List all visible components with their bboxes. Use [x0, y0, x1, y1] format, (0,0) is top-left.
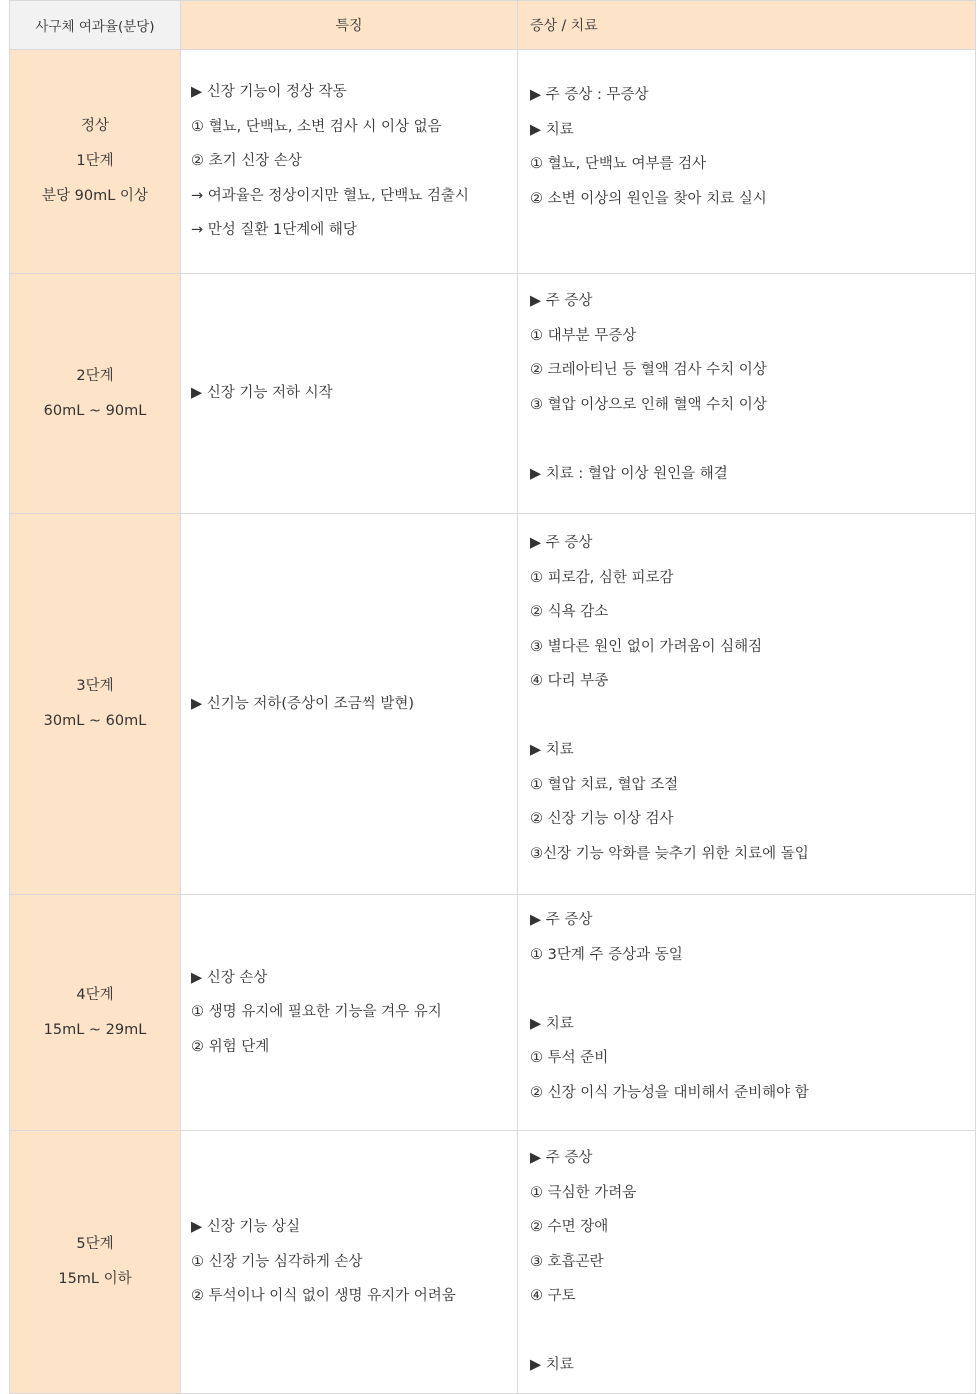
symptom-line: ② 소변 이상의 원인을 찾아 치료 실시 — [530, 190, 767, 207]
symptom-line: ① 투석 준비 — [530, 1050, 609, 1066]
stage-cell — [10, 514, 181, 895]
features-cell — [181, 50, 518, 274]
symptom-line: ▶ 주 증상 — [530, 535, 593, 551]
symptom-line: ▶ 주 증상 : 무증상 — [530, 87, 649, 103]
stage-cell — [10, 895, 181, 1131]
spacer — [530, 972, 975, 1007]
features-cell — [181, 1131, 518, 1394]
stage-cell — [10, 274, 181, 514]
table-row — [10, 895, 976, 1131]
feature-line: ② 투석이나 이식 없이 생명 유지가 어려움 — [191, 1288, 456, 1305]
table-row — [10, 274, 976, 514]
header-row — [10, 1, 976, 50]
symptom-line: ③신장 기능 악화를 늦추기 위한 치료에 돌입 — [530, 845, 809, 862]
symptom-line: ▶ 주 증상 — [530, 1150, 593, 1166]
stage-line: 분당 90mL 이상 — [42, 188, 148, 204]
spacer — [530, 422, 975, 457]
symptoms-cell — [518, 50, 976, 274]
symptoms-cell — [518, 1131, 976, 1394]
table-row — [10, 1131, 976, 1394]
stage-line: 4단계 — [76, 986, 114, 1003]
header-symptoms: 증상 / 치료 — [518, 1, 976, 50]
symptom-line: ③ 별다른 원인 없이 가려움이 심해짐 — [530, 638, 763, 655]
symptom-line: ▶ 치료 : 혈압 이상 원인을 해결 — [530, 465, 728, 482]
symptom-line: ② 크레아티닌 등 혈액 검사 수치 이상 — [530, 362, 767, 378]
stage-line: 60mL ~ 90mL — [43, 402, 147, 419]
symptom-line: ▶ 주 증상 — [530, 912, 593, 928]
symptoms-cell — [518, 274, 976, 514]
symptom-line: ② 식욕 감소 — [530, 604, 609, 620]
stage-line: 15mL ~ 29mL — [43, 1021, 147, 1038]
ckd-stage-table — [9, 0, 976, 1394]
feature-line: ② 위험 단계 — [191, 1038, 270, 1055]
symptom-line: ③ 혈압 이상으로 인해 혈액 수치 이상 — [530, 396, 767, 413]
symptom-line: ▶ 치료 — [530, 121, 574, 138]
symptom-line: ② 신장 기능 이상 검사 — [530, 811, 674, 827]
feature-line: ② 초기 신장 손상 — [191, 153, 302, 170]
stage-cell — [10, 1131, 181, 1394]
symptom-line: ▶ 치료 — [530, 1015, 574, 1032]
symptom-line: ① 피로감, 심한 피로감 — [530, 569, 674, 586]
symptom-line: ② 신장 이식 가능성을 대비해서 준비해야 함 — [530, 1084, 809, 1101]
symptom-line: ▶ 주 증상 — [530, 293, 593, 309]
feature-line: ▶ 신장 손상 — [191, 969, 268, 986]
feature-line: ① 생명 유지에 필요한 기능을 겨우 유지 — [191, 1004, 442, 1021]
stage-line: 2단계 — [76, 367, 114, 384]
stage-line: 30mL ~ 60mL — [43, 713, 147, 729]
header-features: 특징 — [181, 1, 518, 50]
header-gfr: 사구체 여과율(분당) — [10, 1, 181, 50]
symptom-line: ▶ 치료 — [530, 742, 574, 758]
symptom-line: ① 3단계 주 증상과 동일 — [530, 946, 683, 963]
symptoms-cell — [518, 514, 976, 895]
features-cell — [181, 895, 518, 1131]
feature-line: ▶ 신장 기능이 정상 작동 — [191, 84, 347, 101]
feature-line: ▶ 신기능 저하(증상이 조금씩 발현) — [191, 695, 414, 712]
table-row — [10, 514, 976, 895]
feature-line: ▶ 신장 기능 상실 — [191, 1219, 301, 1236]
features-cell — [181, 514, 518, 895]
stage-line: 정상 — [80, 118, 109, 134]
stage-cell — [10, 50, 181, 274]
symptoms-cell — [518, 895, 976, 1131]
feature-line: → 여과율은 정상이지만 혈뇨, 단백뇨 검출시 — [191, 187, 469, 204]
symptom-line: ① 극심한 가려움 — [530, 1184, 637, 1201]
spacer — [530, 1314, 975, 1349]
feature-line: ① 혈뇨, 단백뇨, 소변 검사 시 이상 없음 — [191, 118, 442, 135]
symptom-line: ① 대부분 무증상 — [530, 327, 637, 344]
symptom-line: ▶ 치료 — [530, 1357, 574, 1373]
stage-line: 3단계 — [76, 678, 114, 694]
symptom-line: ② 수면 장애 — [530, 1219, 609, 1235]
stage-line: 5단계 — [76, 1236, 114, 1252]
symptom-line: ④ 구토 — [530, 1288, 576, 1304]
features-cell — [181, 274, 518, 514]
table-row — [10, 50, 976, 274]
feature-line: ① 신장 기능 심각하게 손상 — [191, 1253, 363, 1270]
symptom-line: ① 혈뇨, 단백뇨 여부를 검사 — [530, 156, 707, 172]
symptom-line: ① 혈압 치료, 혈압 조절 — [530, 776, 679, 793]
symptom-line: ④ 다리 부종 — [530, 673, 609, 689]
feature-line: → 만성 질환 1단계에 해당 — [191, 222, 357, 239]
stage-line: 15mL 이하 — [58, 1271, 132, 1287]
stage-line: 1단계 — [76, 153, 114, 169]
symptom-line: ③ 호흡곤란 — [530, 1253, 604, 1270]
spacer — [530, 699, 975, 734]
feature-line: ▶ 신장 기능 저하 시작 — [191, 385, 333, 402]
